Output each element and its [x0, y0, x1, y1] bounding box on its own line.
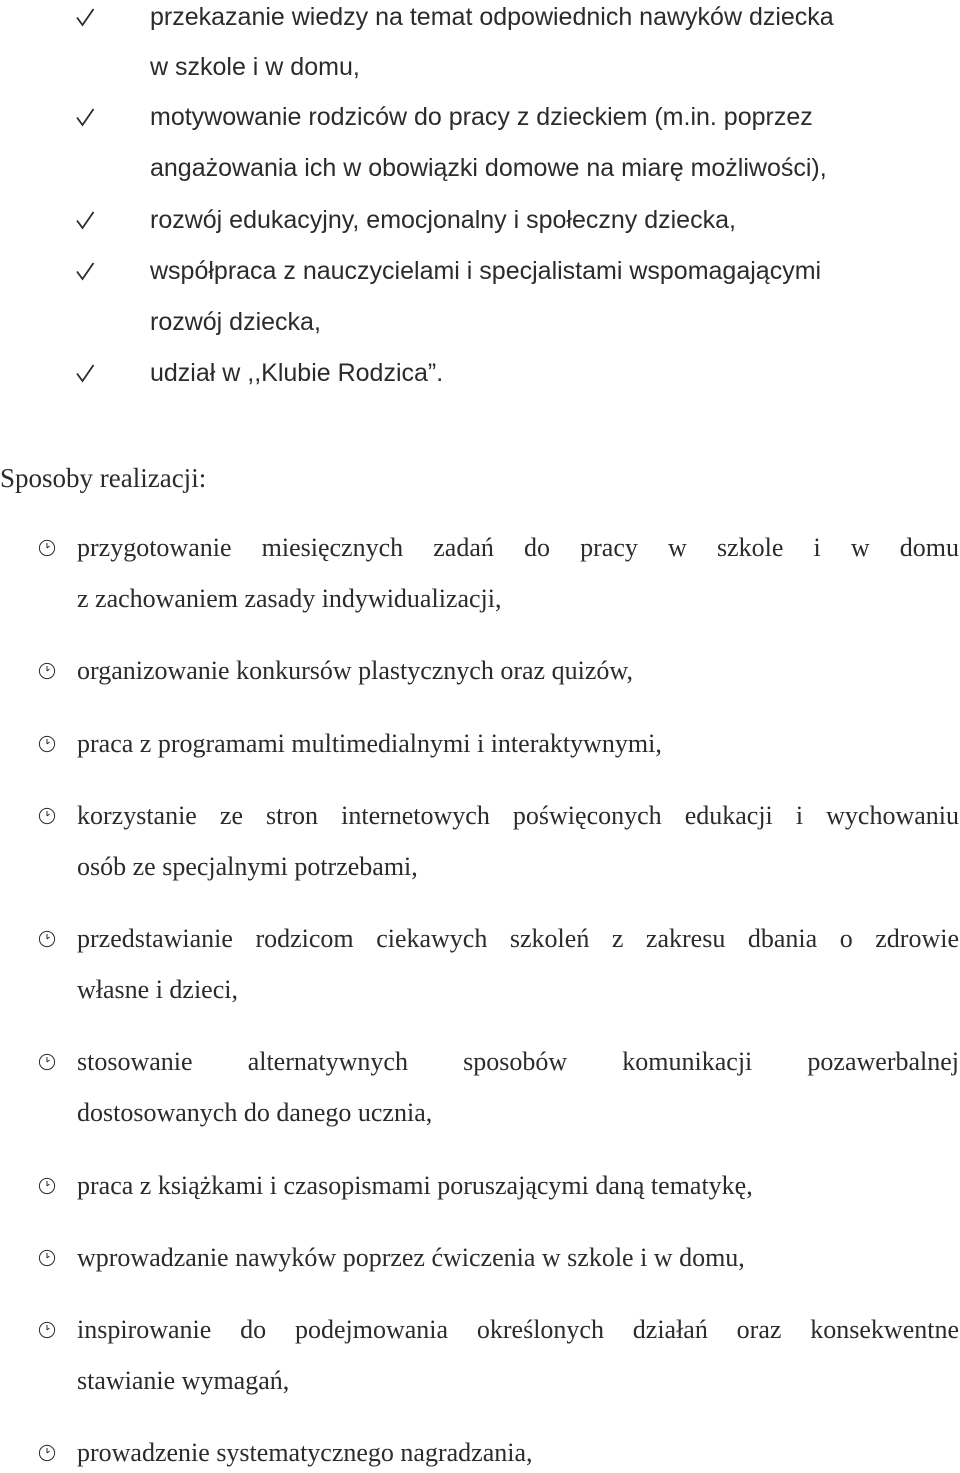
method-item-continuation	[0, 582, 960, 616]
method-item	[0, 1169, 960, 1203]
checkmark-icon	[74, 6, 96, 28]
checklist-item-text: angażowania ich w obowiązki domowe na miarę możliwości),	[150, 154, 827, 182]
clock-icon	[38, 662, 56, 680]
checkmark-icon	[74, 209, 96, 231]
method-item	[0, 727, 960, 761]
method-item-text: korzystanie ze stron internetowych poświęconych edukacji i wychowaniu	[77, 801, 959, 830]
checklist-item-text: rozwój edukacyjny, emocjonalny i społeczny dziecka,	[150, 206, 736, 234]
checklist-item-text: rozwój dziecka,	[150, 308, 321, 336]
checkmark-icon	[74, 106, 96, 128]
checklist-item-text: udział w ,,Klubie Rodzica”.	[150, 359, 444, 387]
method-item	[0, 654, 960, 688]
method-item	[0, 1045, 960, 1079]
checklist-item	[0, 205, 960, 235]
method-item	[0, 922, 960, 956]
checkmark-icon	[74, 260, 96, 282]
clock-icon	[38, 807, 56, 825]
clock-icon	[38, 1249, 56, 1267]
method-item-text: przygotowanie miesięcznych zadań do pracy w szkole i w domu	[77, 533, 959, 562]
method-item-text: dostosowanych do danego ucznia,	[77, 1098, 433, 1127]
checklist-item-text: przekazanie wiedzy na temat odpowiednich nawyków dziecka	[150, 3, 834, 31]
method-item-text: wprowadzanie nawyków poprzez ćwiczenia w szkole i w domu,	[77, 1243, 745, 1272]
method-item	[0, 531, 960, 565]
checklist-item	[0, 358, 960, 388]
method-item-continuation	[0, 850, 960, 884]
method-item-text: praca z książkami i czasopismami poruszającymi daną tematykę,	[77, 1171, 753, 1200]
method-item-continuation	[0, 1364, 960, 1398]
clock-icon	[38, 930, 56, 948]
checklist-item-text: współpraca z nauczycielami i specjalistami wspomagającymi	[150, 257, 822, 285]
method-item-continuation	[0, 973, 960, 1007]
method-item-text: stosowanie alternatywnych sposobów komunikacji pozawerbalnej	[77, 1047, 959, 1076]
method-item-text: praca z programami multimedialnymi i interaktywnymi,	[77, 729, 662, 758]
clock-icon	[38, 539, 56, 557]
method-item	[0, 799, 960, 833]
method-item-continuation	[0, 1096, 960, 1130]
clock-icon	[38, 1177, 56, 1195]
clock-icon	[38, 1053, 56, 1071]
method-item	[0, 1241, 960, 1275]
method-item-text: stawianie wymagań,	[77, 1366, 290, 1395]
checklist-item-continuation	[0, 52, 960, 82]
checklist-item	[0, 256, 960, 286]
method-item	[0, 1436, 960, 1470]
clock-icon	[38, 1321, 56, 1339]
method-item-text: prowadzenie systematycznego nagradzania,	[77, 1438, 533, 1467]
clock-icon	[38, 1444, 56, 1462]
checklist-item-text: w szkole i w domu,	[150, 53, 360, 81]
method-item-text: własne i dzieci,	[77, 975, 238, 1004]
method-item-text: z zachowaniem zasady indywidualizacji,	[77, 584, 502, 613]
clock-icon	[38, 735, 56, 753]
checklist-item-text: motywowanie rodziców do pracy z dzieckiem (m.in. poprzez	[150, 103, 813, 131]
checklist-item	[0, 102, 960, 132]
method-item-text: przedstawianie rodzicom ciekawych szkoleń z zakresu dbania o zdrowie	[77, 924, 959, 953]
checklist-item-continuation	[0, 153, 960, 183]
checklist-item-continuation	[0, 307, 960, 337]
method-item	[0, 1313, 960, 1347]
checkmark-icon	[74, 362, 96, 384]
method-item-text: organizowanie konkursów plastycznych oraz quizów,	[77, 656, 633, 685]
method-item-text: inspirowanie do podejmowania określonych działań oraz konsekwentne	[77, 1315, 959, 1344]
method-item-text: osób ze specjalnymi potrzebami,	[77, 852, 418, 881]
checklist-item	[0, 2, 960, 32]
section-heading: Sposoby realizacji:	[0, 463, 207, 493]
